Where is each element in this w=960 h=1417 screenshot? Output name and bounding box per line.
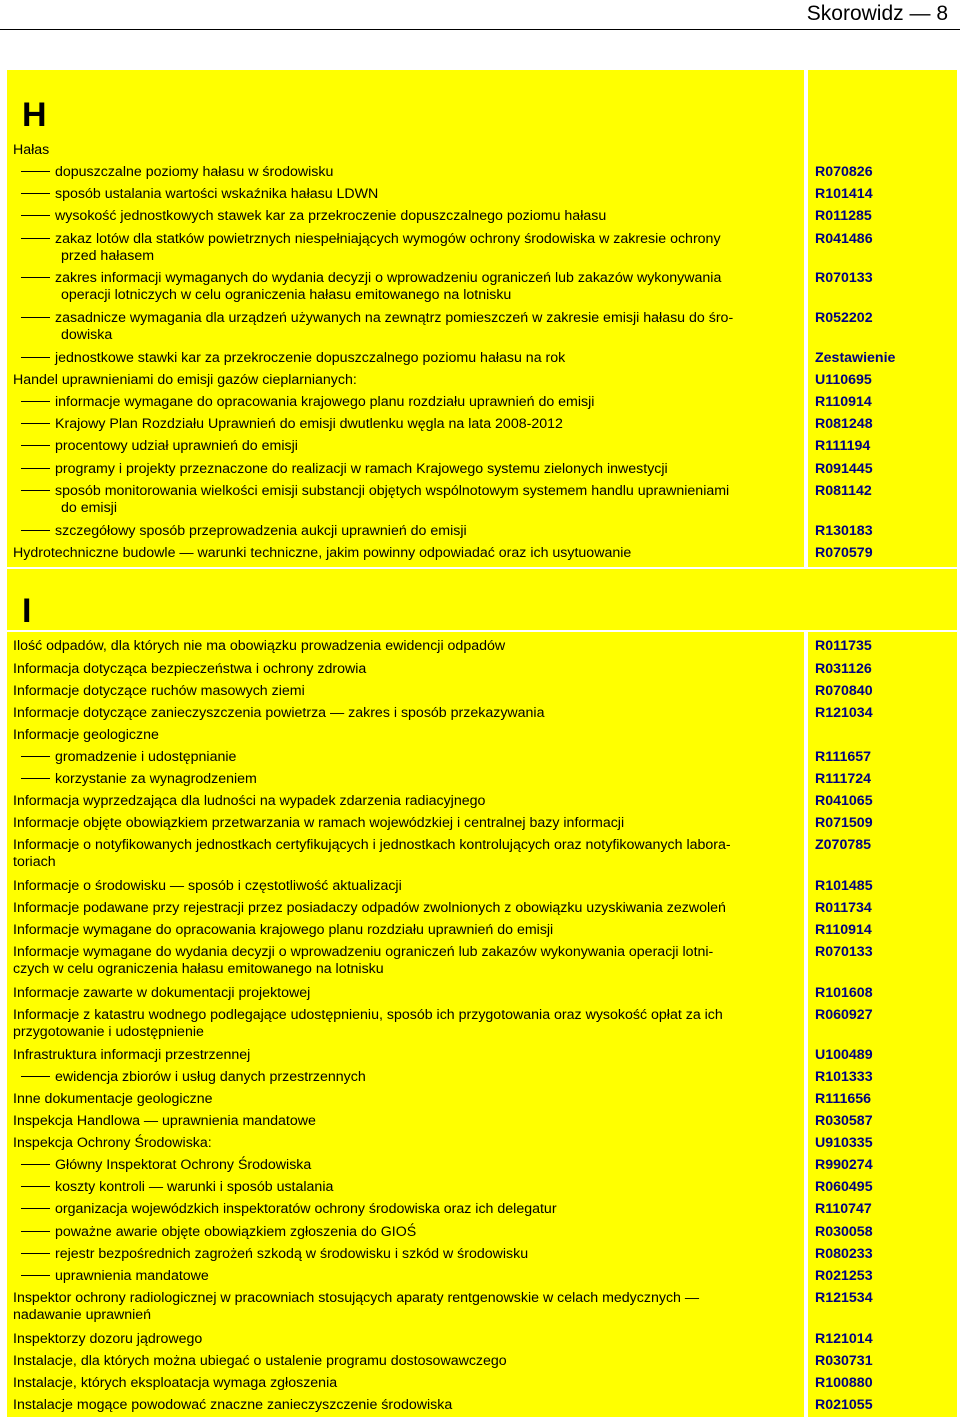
- entry-text: [13, 727, 798, 744]
- entry-text: [21, 1246, 799, 1263]
- entry-text: [13, 372, 798, 389]
- entry-text: [13, 878, 798, 895]
- entry-reference-code[interactable]: R121014: [815, 1331, 873, 1347]
- entry-text: [21, 523, 799, 540]
- entry-label: wysokość jednostkowych stawek kar za przekroczenie dopuszczalnego poziomu hałasu: [55, 208, 607, 224]
- entry-text: [21, 416, 799, 433]
- entry-label: Instalacje, których eksploatacja wymaga zgłoszenia: [13, 1375, 338, 1391]
- entry-text: [13, 793, 798, 810]
- entry-continuation: czych w celu ograniczenia hałasu emitowanego na lotnisku: [13, 961, 384, 977]
- entry-reference-code[interactable]: R101333: [815, 1069, 873, 1085]
- entry-label: Główny Inspektorat Ochrony Środowiska: [55, 1157, 312, 1173]
- entry-continuation: przygotowanie i udostępnienie: [13, 1024, 204, 1040]
- entry-text: [21, 483, 799, 517]
- entry-text: [13, 661, 798, 678]
- entry-label: Hałas: [13, 142, 50, 158]
- entry-label: Informacje dotyczące zanieczyszczenia powietrza — zakres i sposób przekazywania: [13, 705, 545, 721]
- header-rule: [0, 29, 960, 30]
- entry-reference-code[interactable]: R031126: [815, 661, 872, 677]
- entry-label: Informacje z katastru wodnego podlegające udostępnieniu, sposób ich przygotowania oraz wysokość opłat za ich: [13, 1007, 723, 1023]
- entry-reference-code[interactable]: R100880: [815, 1375, 873, 1391]
- entry-reference-code[interactable]: R101414: [815, 186, 873, 202]
- section-letter-h: H: [22, 96, 47, 134]
- entry-label: uprawnienia mandatowe: [55, 1268, 209, 1284]
- entry-label: Krajowy Plan Rozdziału Uprawnień do emisji dwutlenku węgla na lata 2008-2012: [55, 416, 563, 432]
- entry-label: Informacje dotyczące ruchów masowych ziemi: [13, 683, 305, 699]
- entry-label: Inspekcja Handlowa — uprawnienia mandatowe: [13, 1113, 316, 1129]
- entry-reference-code[interactable]: R121534: [815, 1290, 873, 1306]
- entry-label: szczegółowy sposób przeprowadzenia aukcji uprawnień do emisji: [55, 523, 467, 539]
- entry-reference-code[interactable]: R070579: [815, 545, 873, 561]
- em-dash-marker: [21, 1164, 50, 1165]
- em-dash-marker: [21, 215, 50, 216]
- entry-label: jednostkowe stawki kar za przekroczenie dopuszczalnego poziomu hałasu na rok: [55, 350, 566, 366]
- em-dash-marker: [21, 1076, 50, 1077]
- entry-text: [13, 922, 798, 939]
- entry-text: [21, 438, 799, 455]
- entry-reference-code[interactable]: U910335: [815, 1135, 873, 1151]
- entry-reference-code[interactable]: R030731: [815, 1353, 873, 1369]
- entry-text: [21, 394, 799, 411]
- entry-text: [13, 944, 798, 978]
- entry-label: Instalacje mogące powodować znaczne zanieczyszczenie środowiska: [13, 1397, 453, 1413]
- em-dash-marker: [21, 357, 50, 358]
- entry-text: [13, 1135, 798, 1152]
- entry-label: koszty kontroli — warunki i sposób ustalania: [55, 1179, 334, 1195]
- entry-text: [13, 837, 798, 871]
- em-dash-marker: [21, 423, 50, 424]
- em-dash-marker: [21, 445, 50, 446]
- entry-label: ewidencja zbiorów i usług danych przestrzennych: [55, 1069, 366, 1085]
- em-dash-marker: [21, 1253, 50, 1254]
- entry-label: Inne dokumentacje geologiczne: [13, 1091, 213, 1107]
- entry-text: [13, 705, 798, 722]
- entry-reference-code[interactable]: R021253: [815, 1268, 873, 1284]
- entry-reference-code[interactable]: R080233: [815, 1246, 873, 1262]
- entry-text: [13, 1113, 798, 1130]
- entry-label: Informacje o notyfikowanych jednostkach certyfikujących i jednostkach kontrolujących oraz notyfikowanych labora-: [13, 837, 731, 853]
- entry-reference-code[interactable]: U100489: [815, 1047, 873, 1063]
- entry-label: poważne awarie objęte obowiązkiem zgłoszenia do GIOŚ: [55, 1224, 417, 1240]
- section-divider-2: [7, 630, 957, 632]
- entry-label: zasadnicze wymagania dla urządzeń używanych na zewnątrz pomieszczeń w zakresie emisji hałasu do śro-: [55, 310, 734, 326]
- entry-text: [13, 815, 798, 832]
- entry-label: Informacje wymagane do opracowania krajowego planu rozdziału uprawnień do emisji: [13, 922, 554, 938]
- entry-text: [13, 638, 798, 655]
- column-gap-i: [804, 632, 808, 1417]
- entry-label: Inspektorzy dozoru jądrowego: [13, 1331, 203, 1347]
- entry-reference-code[interactable]: R021055: [815, 1397, 873, 1413]
- em-dash-marker: [21, 317, 50, 318]
- entry-label: Informacja dotycząca bezpieczeństwa i ochrony zdrowia: [13, 661, 367, 677]
- entry-label: Hydrotechniczne budowle — warunki techniczne, jakim powinny odpowiadać oraz ich usytuowanie: [13, 545, 632, 561]
- entry-label: Informacje geologiczne: [13, 727, 159, 743]
- entry-reference-code[interactable]: R111657: [815, 749, 872, 765]
- entry-reference-code[interactable]: R081248: [815, 416, 873, 432]
- entry-reference-code[interactable]: R110747: [815, 1201, 872, 1217]
- entry-reference-code[interactable]: R121034: [815, 705, 873, 721]
- entry-text: [21, 1268, 799, 1285]
- entry-reference-code[interactable]: R110914: [815, 922, 872, 938]
- entry-label: Infrastruktura informacji przestrzennej: [13, 1047, 251, 1063]
- entry-text: [21, 350, 799, 367]
- entry-continuation: operacji lotniczych w celu ograniczenia hałasu emitowanego na lotnisku: [61, 287, 512, 303]
- entry-text: [13, 1353, 798, 1370]
- entry-reference-code[interactable]: R011285: [815, 208, 872, 224]
- entry-text: [21, 1179, 799, 1196]
- entry-label: Informacja wyprzedzająca dla ludności na wypadek zdarzenia radiacyjnego: [13, 793, 486, 809]
- em-dash-marker: [21, 778, 50, 779]
- entry-reference-code[interactable]: R060495: [815, 1179, 873, 1195]
- entry-label: Informacje o środowisku — sposób i częstotliwość aktualizacji: [13, 878, 402, 894]
- entry-label: Informacje podawane przy rejestracji przez posiadaczy odpadów zwolnionych z obowiązku uzyskiwania zezwoleń: [13, 900, 726, 916]
- entry-text: [21, 1069, 799, 1086]
- entry-reference-code[interactable]: R990274: [815, 1157, 873, 1173]
- entry-text: [13, 900, 798, 917]
- entry-label: Ilość odpadów, dla których nie ma obowiązku prowadzenia ewidencji odpadów: [13, 638, 506, 654]
- entry-label: organizacja wojewódzkich inspektoratów ochrony środowiska oraz ich delegatur: [55, 1201, 557, 1217]
- em-dash-marker: [21, 1275, 50, 1276]
- entry-reference-code[interactable]: R070133: [815, 944, 873, 960]
- entry-text: [13, 1331, 798, 1348]
- entry-text: [21, 310, 799, 344]
- entry-label: Informacje zawarte w dokumentacji projektowej: [13, 985, 311, 1001]
- entry-continuation: toriach: [13, 854, 56, 870]
- entry-label: Instalacje, dla których można ubiegać o ustalenie programu dostosowawczego: [13, 1353, 507, 1369]
- entry-label: Informacje wymagane do wydania decyzji o wprowadzeniu ograniczeń lub zakazów wykonywania operacji lotni-: [13, 944, 714, 960]
- entry-reference-code[interactable]: R011734: [815, 900, 872, 916]
- em-dash-marker: [21, 490, 50, 491]
- entry-continuation: do emisji: [61, 500, 117, 516]
- entry-text: [13, 142, 798, 159]
- entry-label: gromadzenie i udostępnianie: [55, 749, 237, 765]
- entry-continuation: dowiska: [61, 327, 113, 343]
- em-dash-marker: [21, 468, 50, 469]
- page-header: [0, 0, 960, 30]
- entry-label: Informacje objęte obowiązkiem przetwarzania w ramach wojewódzkiej i centralnej bazy informacji: [13, 815, 625, 831]
- entry-reference-code[interactable]: R011735: [815, 638, 872, 654]
- entry-text: [13, 683, 798, 700]
- em-dash-marker: [21, 530, 50, 531]
- entry-reference-code[interactable]: R101485: [815, 878, 873, 894]
- em-dash-marker: [21, 756, 50, 757]
- entry-text: [21, 1224, 799, 1241]
- entry-text: [21, 749, 799, 766]
- entry-text: [21, 1157, 799, 1174]
- entry-text: [21, 231, 799, 265]
- entry-reference-code[interactable]: R030587: [815, 1113, 873, 1129]
- entry-reference-code[interactable]: U110695: [815, 372, 872, 388]
- entry-reference-code[interactable]: R030058: [815, 1224, 873, 1240]
- entry-label: Handel uprawnieniami do emisji gazów cieplarnianych:: [13, 372, 357, 388]
- entry-label: dopuszczalne poziomy hałasu w środowisku: [55, 164, 334, 180]
- section-divider: [7, 567, 957, 569]
- em-dash-marker: [21, 1186, 50, 1187]
- entry-text: [21, 461, 799, 478]
- em-dash-marker: [21, 193, 50, 194]
- entry-text: [13, 1375, 798, 1392]
- entry-reference-code[interactable]: R052202: [815, 310, 873, 326]
- entry-label: sposób ustalania wartości wskaźnika hałasu LDWN: [55, 186, 379, 202]
- page-title: Skorowidz — 8: [806, 2, 948, 25]
- entry-text: [13, 1007, 798, 1041]
- entry-label: Inspektor ochrony radiologicznej w pracowniach stosujących aparaty rentgenowskie w celach medycznych —: [13, 1290, 700, 1306]
- entry-text: [21, 270, 799, 304]
- entry-text: [13, 1397, 798, 1414]
- em-dash-marker: [21, 171, 50, 172]
- entry-reference-code[interactable]: R070826: [815, 164, 873, 180]
- em-dash-marker: [21, 401, 50, 402]
- entry-reference-code[interactable]: R070840: [815, 683, 873, 699]
- entry-reference-code[interactable]: R130183: [815, 523, 873, 539]
- entry-reference-code[interactable]: R071509: [815, 815, 873, 831]
- entry-reference-code[interactable]: Zestawienie: [815, 350, 896, 366]
- entry-reference-code[interactable]: R101608: [815, 985, 873, 1001]
- entry-label: sposób monitorowania wielkości emisji substancji objętych wspólnotowym systemem handlu uprawnieniami: [55, 483, 730, 499]
- entry-text: [13, 545, 798, 562]
- section-letter-i: I: [22, 592, 32, 630]
- entry-text: [21, 186, 799, 203]
- em-dash-marker: [21, 238, 50, 239]
- entry-text: [21, 1201, 799, 1218]
- entry-reference-code[interactable]: R111724: [815, 771, 872, 787]
- column-gap-h: [804, 70, 808, 567]
- entry-label: Inspekcja Ochrony Środowiska:: [13, 1135, 212, 1151]
- entry-reference-code[interactable]: R091445: [815, 461, 873, 477]
- entry-label: zakres informacji wymaganych do wydania decyzji o wprowadzeniu ograniczeń lub zakazów wykonywania: [55, 270, 722, 286]
- entry-reference-code[interactable]: Z070785: [815, 837, 872, 853]
- entry-label: zakaz lotów dla statków powietrznych niespełniających wymogów ochrony środowiska w zakresie ochrony: [55, 231, 721, 247]
- entry-label: procentowy udział uprawnień do emisji: [55, 438, 298, 454]
- entry-text: [13, 1047, 798, 1064]
- entry-reference-code[interactable]: R081142: [815, 483, 872, 499]
- entry-text: [21, 164, 799, 181]
- entry-reference-code[interactable]: R041065: [815, 793, 873, 809]
- entry-reference-code[interactable]: R060927: [815, 1007, 873, 1023]
- entry-reference-code[interactable]: R041486: [815, 231, 873, 247]
- entry-label: rejestr bezpośrednich zagrożeń szkodą w środowisku i szkód w środowisku: [55, 1246, 529, 1262]
- entry-reference-code[interactable]: R110914: [815, 394, 872, 410]
- entry-label: programy i projekty przeznaczone do realizacji w ramach Krajowego systemu zielonych inwestycji: [55, 461, 668, 477]
- entry-text: [21, 771, 799, 788]
- em-dash-marker: [21, 1208, 50, 1209]
- entry-continuation: przed hałasem: [61, 248, 155, 264]
- entry-text: [13, 985, 798, 1002]
- entry-text: [21, 208, 799, 225]
- entry-text: [13, 1290, 798, 1324]
- entry-label: informacje wymagane do opracowania krajowego planu rozdziału uprawnień do emisji: [55, 394, 595, 410]
- entry-reference-code[interactable]: R070133: [815, 270, 873, 286]
- entry-label: korzystanie za wynagrodzeniem: [55, 771, 257, 787]
- entry-text: [13, 1091, 798, 1108]
- em-dash-marker: [21, 277, 50, 278]
- em-dash-marker: [21, 1231, 50, 1232]
- entry-reference-code[interactable]: R111194: [815, 438, 871, 454]
- entry-continuation: nadawanie uprawnień: [13, 1307, 152, 1323]
- entry-reference-code[interactable]: R111656: [815, 1091, 872, 1107]
